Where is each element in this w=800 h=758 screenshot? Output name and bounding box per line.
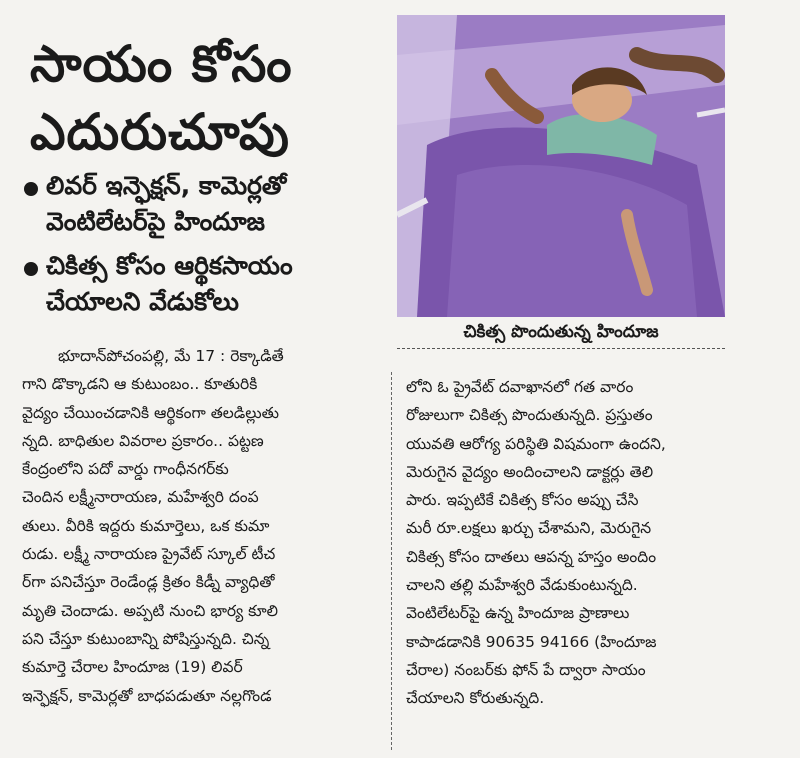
summary-bullets <box>24 168 384 328</box>
article-line: పారు. ఇప్పటికే చికిత్స కోసం అప్పు చేసి <box>406 491 639 510</box>
bullet-line: చేయాలని వేడుకోలు <box>46 287 239 316</box>
bullet-line: చికిత్స కోసం ఆర్థికసాయం <box>46 251 293 280</box>
bullet-item <box>24 168 384 240</box>
article-line: తులు. వీరికి ఇద్దరు కుమార్తెలు, ఒక కుమా <box>22 516 270 535</box>
bullet-text <box>46 248 293 320</box>
bullet-line: లివర్ ఇన్ఫెక్షన్, కామెర్లతో <box>46 171 287 200</box>
article-line: వైద్యం చేయించడానికి ఆర్థికంగా తలడిల్లుతు <box>22 403 279 422</box>
photo-caption: చికిత్స పొందుతున్న హిందూజ <box>463 322 659 342</box>
headline <box>30 30 380 166</box>
bullet-item <box>24 248 384 320</box>
column-divider <box>391 372 393 750</box>
patient-photo <box>397 15 725 317</box>
article-line: కుమార్తె చేరాల హిందూజ (19) లివర్ <box>22 658 243 677</box>
article-line: వెంటిలేటర్‌పై ఉన్న హిందూజ ప్రాణాలు <box>406 604 630 623</box>
bullet-icon <box>24 182 38 196</box>
article-line: మరీ రూ.లక్షలు ఖర్చు చేశామని, మెరుగైన <box>406 519 652 538</box>
article-line: పని చేస్తూ కుటుంబాన్ని పోషిస్తున్నది. చిన్న <box>22 629 270 648</box>
article-line: రుడు. లక్ష్మీ నారాయణ ప్రైవేట్ స్కూల్ టీచ <box>22 545 276 564</box>
article-line: లోని ఓ ప్రైవేట్ దవాఖానలో గత వారం <box>406 378 634 396</box>
bullet-line: వెంటిలేటర్‌పై హిందూజ <box>46 207 265 236</box>
photo-illustration <box>397 15 725 317</box>
article-line: రోజులుగా చికిత్స పొందుతున్నది. ప్రస్తుతం <box>406 406 653 425</box>
article-line: న్నది. బాధితుల వివరాల ప్రకారం.. పట్టణ <box>22 431 264 450</box>
headline-line: సాయం కోసం <box>30 35 293 93</box>
article-line: కాపాడడానికి 90635 94166 (హిందూజ <box>406 632 657 651</box>
article-line: భూదాన్‌పోచంపల్లి, మే 17 : రెక్కాడితే <box>58 347 284 365</box>
bullet-icon <box>24 262 38 276</box>
article-line: ఇన్ఫెక్షన్, కామెర్లతో బాధపడుతూ నల్లగొండ <box>22 686 272 705</box>
article-line: చేయాలని కోరుతున్నది. <box>406 689 545 708</box>
article-line: మృతి చెందాడు. అప్పటి నుంచి భార్య కూలి <box>22 601 278 620</box>
bullet-text <box>46 168 286 240</box>
article-line: యువతి ఆరోగ్య పరిస్థితి విషమంగా ఉందని, <box>406 434 666 453</box>
article-line: చేరాల) నంబర్‌కు ఫోన్ పే ద్వారా సాయం <box>406 660 646 679</box>
headline-line: ఎదురుచూపు <box>30 103 290 161</box>
article-line: గాని డొక్కాడని ఆ కుటుంబం.. కూతురికి <box>22 375 258 394</box>
article-line: చికిత్స కోసం దాతలు ఆపన్న హస్తం అందిం <box>406 547 657 566</box>
article-line: చెందిన లక్ష్మీనారాయణ, మహేశ్వరి దంప <box>22 488 259 507</box>
article-line: చాలని తల్లి మహేశ్వరి వేడుకుంటున్నది. <box>406 576 638 595</box>
caption-divider <box>397 348 725 350</box>
article-line: మెరుగైన వైద్యం అందించాలని డాక్టర్లు తెలి <box>406 462 654 481</box>
article-line: కేంద్రంలోని పదో వార్డు గాంధీనగర్‌కు <box>22 460 229 479</box>
article-column-right <box>406 373 726 713</box>
article-column-left <box>22 342 384 710</box>
article-line: ర్‌గా పనిచేస్తూ రెండేండ్ల క్రితం కిడ్నీ వ్యాధితో <box>22 573 275 592</box>
